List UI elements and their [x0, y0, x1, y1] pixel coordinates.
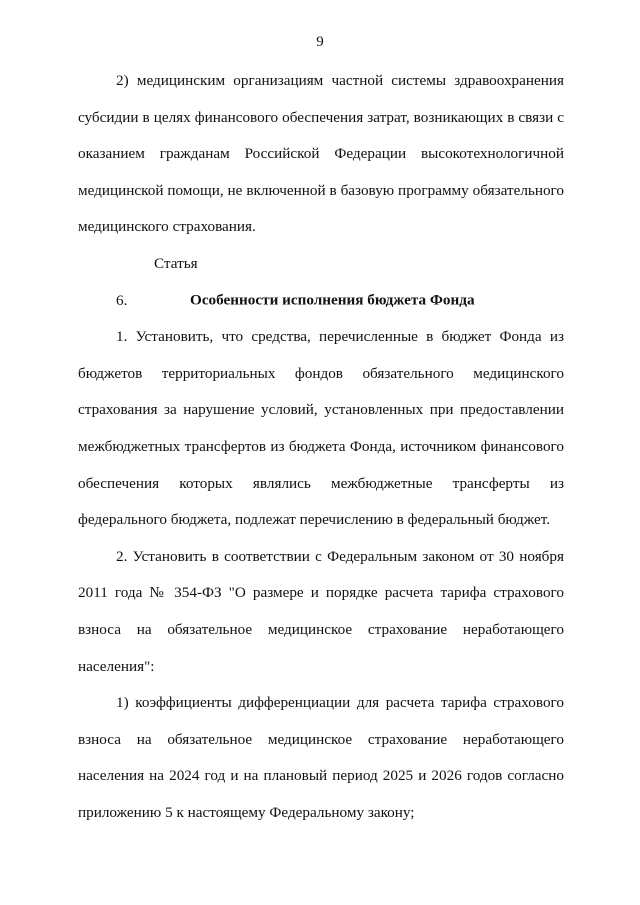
paragraph-subsidies: 2) медицинским организациям частной системы здравоохранения субсидии в целях финансового обеспечения затрат, возникающих в связи с оказанием гражданам Российской Федерации высокотехнологичной медицинской помощи, не включенной в базовую программу обязательного медицинского страхования.: [78, 72, 564, 236]
document-body: [78, 63, 564, 831]
page-number: 9: [316, 34, 324, 50]
article-heading: [78, 246, 564, 319]
paragraph-point-1: 1. Установить, что средства, перечисленные в бюджет Фонда из бюджетов территориальных фондов обязательного медицинского страхования за нарушение условий, установленных при предоставлении межбюджетных трансфертов из бюджета Фонда, источником финансового обеспечения которых являлись межбюджетные трансферты из федерального бюджета, подлежат перечислению в федеральный бюджет.: [78, 328, 564, 529]
paragraph-subpoint-1: 1) коэффициенты дифференциации для расчета тарифа страхового взноса на обязательное медицинское страхование неработающего населения на 2024 год и на плановый период 2025 и 2026 годов согласно приложению 5 к настоящему Федеральному закону;: [78, 694, 564, 821]
paragraph-point-2: 2. Установить в соответствии с Федеральным законом от 30 ноября 2011 года № 354-ФЗ "О размере и порядке расчета тарифа страхового взноса на обязательное медицинское страхование неработающего населения":: [78, 547, 564, 675]
article-title: Особенности исполнения бюджета Фонда: [190, 291, 475, 309]
article-number: Статья 6.: [116, 254, 198, 309]
